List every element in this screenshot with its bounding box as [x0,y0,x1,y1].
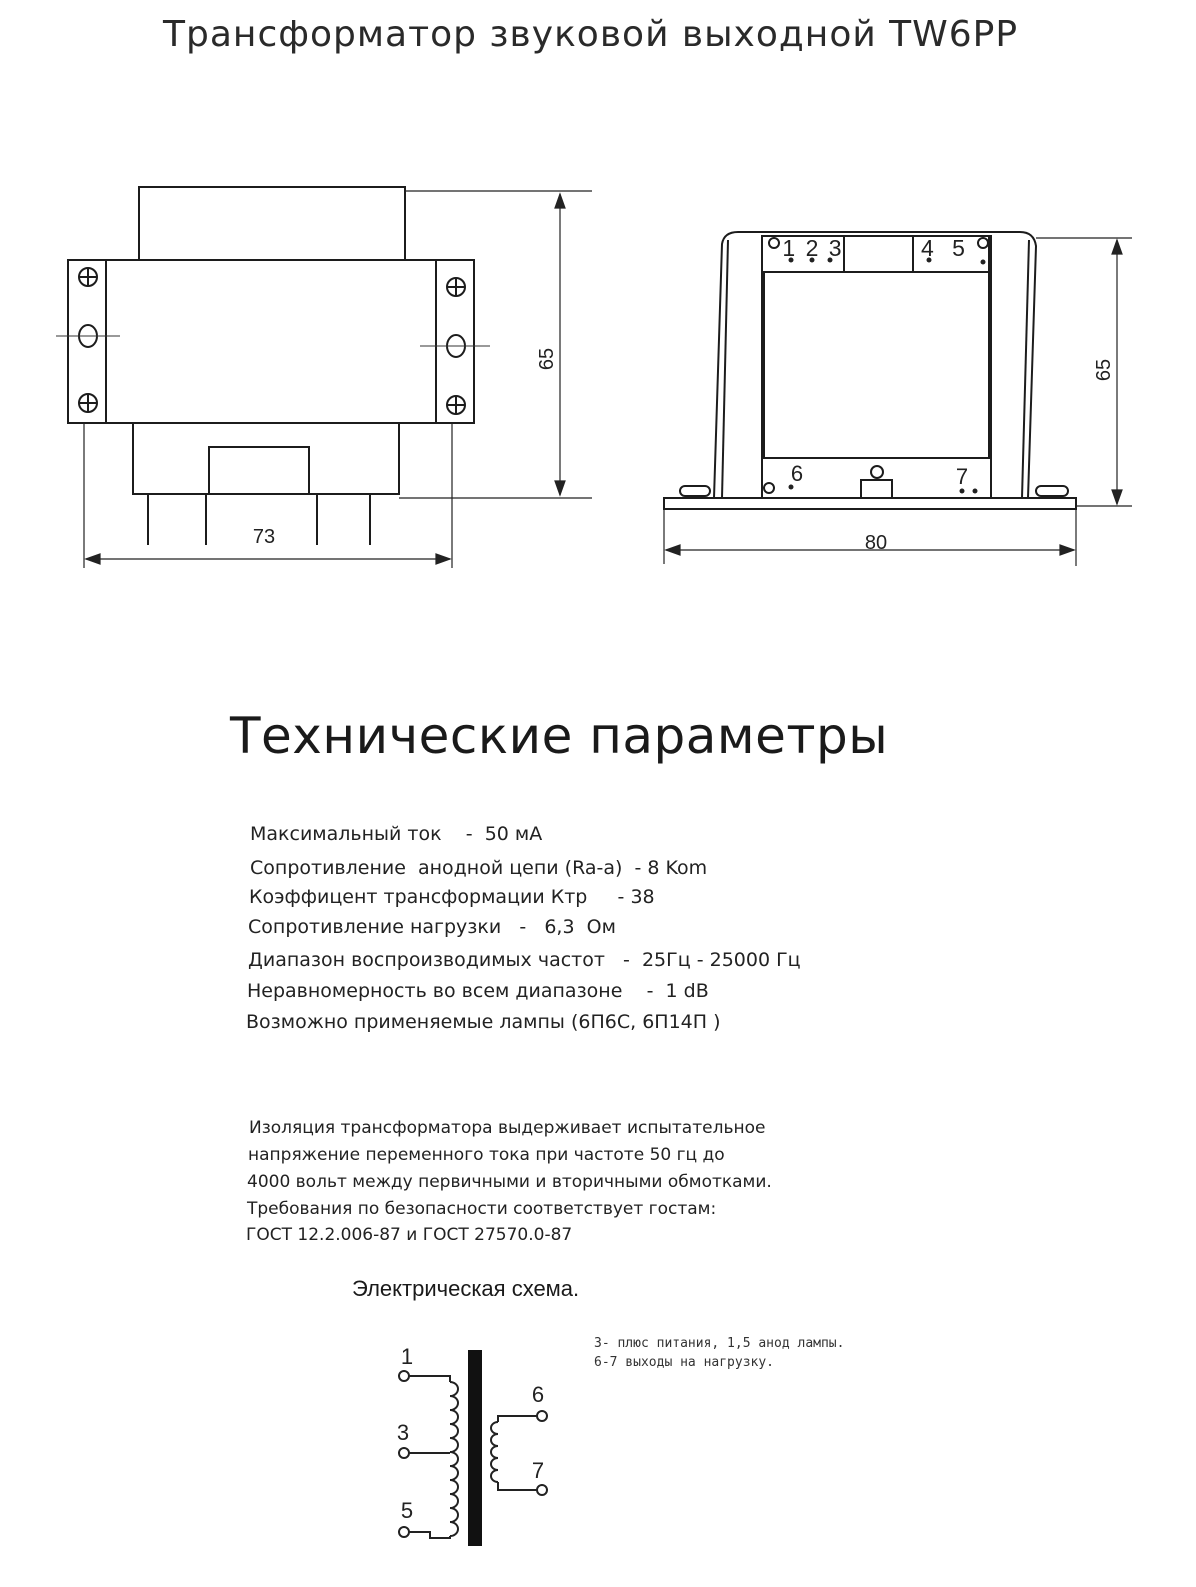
legend-line: 6-7 выходы на нагрузку. [594,1355,775,1370]
schema-pin-6: 6 [531,1382,545,1407]
electrical-schematic [380,1340,580,1550]
side-height-dimension: 65 [1093,358,1115,382]
note-line: 4000 вольт между первичными и вторичными обмотками. [247,1172,772,1192]
note-line: Изоляция трансформатора выдерживает испытательное [249,1118,766,1138]
pins-1-2-3-label: 1 2 3 [782,235,844,261]
document-title: Трансформатор звуковой выходной TW6PP [163,14,1019,55]
note-line: напряжение переменного тока при частоте 50 гц до [248,1145,725,1165]
param-frequency-range: Диапазон воспроизводимых частот - 25Гц - 25000 Гц [248,949,801,971]
note-line: Требования по безопасности соответствует гостам: [247,1199,717,1219]
param-tubes: Возможно применяемые лампы (6П6С, 6П14П ) [246,1011,721,1033]
param-nonuniformity: Неравномерность во всем диапазоне - 1 dB [247,980,709,1002]
side-width-dimension: 80 [864,532,888,554]
side-view-dimensions [664,238,1132,566]
schema-pin-1: 1 [400,1344,414,1369]
pin-7-label: 7 [955,464,969,489]
param-turns-ratio: Коэффицент трансформации Ктр - 38 [249,886,655,908]
note-line: ГОСТ 12.2.006-87 и ГОСТ 27570.0-87 [246,1225,573,1245]
schema-pin-7: 7 [531,1458,545,1483]
schema-pin-5: 5 [400,1498,414,1523]
front-view-centerlines [56,336,490,346]
front-height-dimension: 65 [536,347,558,371]
params-heading: Технические параметры [230,707,889,765]
front-width-dimension: 73 [252,526,276,548]
pin-6-label: 6 [790,461,804,486]
side-view [664,232,1076,509]
dimension-drawings [0,0,1196,600]
param-anode-resistance: Сопротивление анодной цепи (Ra-a) - 8 Kom [250,857,708,879]
param-max-current: Максимальный ток - 50 мА [250,823,543,845]
front-view [68,187,474,545]
transformer-core [468,1350,482,1546]
legend-line: 3- плюс питания, 1,5 анод лампы. [594,1336,845,1351]
front-view-dimensions [84,191,592,568]
schema-pin-3: 3 [396,1420,410,1445]
param-load-resistance: Сопротивление нагрузки - 6,3 Ом [248,916,616,938]
pins-4-5-label: 4 5 [921,235,971,261]
schema-heading: Электрическая схема. [352,1276,580,1301]
